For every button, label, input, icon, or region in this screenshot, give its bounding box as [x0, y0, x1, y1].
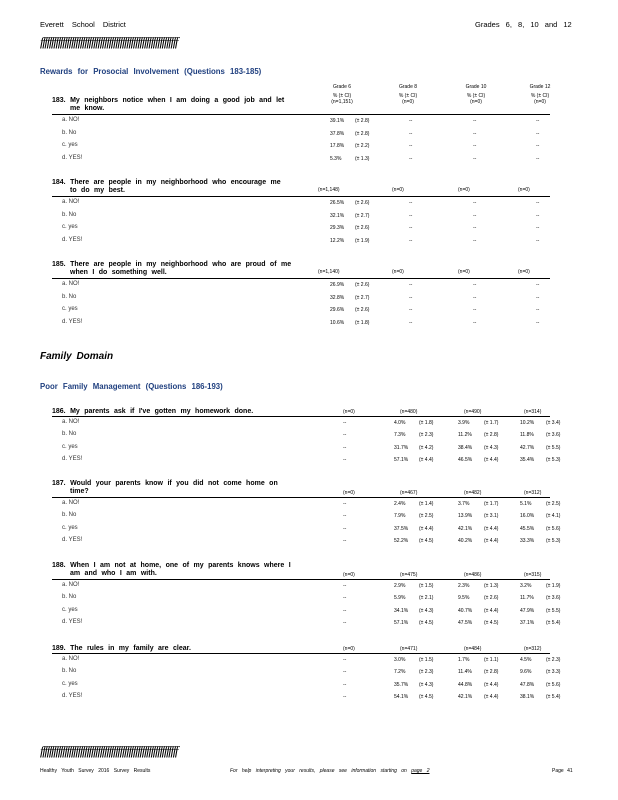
grade-pct: 2.4%: [394, 501, 406, 507]
option-label: b. No: [62, 594, 77, 601]
section-title-rewards: Rewards for Prosocial Involvement (Questions 183-185): [40, 67, 262, 76]
no-data-dash: --: [343, 432, 347, 439]
no-data-dash: --: [536, 118, 540, 124]
column-header-n: (n=0): [470, 99, 482, 105]
grade-pct: 16.0%: [520, 513, 535, 520]
grade-ci: (± 4.4): [419, 456, 434, 463]
column-header-n: (n=1,151): [331, 99, 353, 105]
grade-pct: 7.3%: [394, 432, 406, 439]
grade-pct: 3.2%: [520, 583, 532, 589]
grade-ci: (± 4.4): [484, 537, 499, 544]
no-data-dash: --: [409, 212, 413, 219]
n-count: (n=1,148): [318, 187, 340, 193]
no-data-dash: --: [409, 200, 413, 206]
grade-pct: 33.3%: [520, 537, 535, 544]
grade-pct: 52.2%: [394, 537, 409, 544]
no-data-dash: --: [536, 307, 540, 313]
grade-ci: (± 5.6): [546, 681, 561, 688]
n-count: (n=484): [464, 646, 482, 652]
question-label-cont: me know.: [70, 105, 105, 112]
grade-pct: 35.4%: [520, 456, 535, 463]
question-label: 189. The rules in my family are clear.: [52, 645, 191, 652]
option-label: d. YES!: [62, 618, 83, 625]
grade-pct: 38.1%: [520, 693, 535, 700]
grade6-ci: (± 2.2): [355, 143, 370, 149]
grade-pct: 3.0%: [394, 657, 406, 663]
grade-pct: 9.6%: [520, 669, 532, 676]
no-data-dash: --: [409, 282, 413, 288]
n-count: (n=312): [524, 490, 542, 496]
grade-ci: (± 2.5): [419, 513, 434, 520]
n-count: (n=0): [343, 490, 355, 496]
grade-ci: (± 1.7): [484, 501, 499, 507]
grade6-pct: 26.5%: [330, 200, 345, 206]
n-count: (n=0): [343, 572, 355, 578]
no-data-dash: --: [536, 225, 540, 231]
question-divider: [52, 497, 550, 498]
section-title-family-management: Poor Family Management (Questions 186-193): [40, 382, 223, 391]
grade-ci: (± 4.4): [484, 607, 499, 614]
grade-pct: 35.7%: [394, 681, 409, 688]
n-count: (n=486): [464, 572, 482, 578]
grade-pct: 2.3%: [458, 583, 470, 589]
grade6-pct: 29.6%: [330, 307, 345, 313]
n-count: (n=471): [400, 646, 418, 652]
grade-pct: 10.2%: [520, 420, 535, 426]
grade-ci: (± 4.4): [484, 693, 499, 700]
grade-ci: (± 5.3): [546, 456, 561, 463]
n-count: (n=0): [518, 269, 530, 275]
no-data-dash: --: [473, 155, 477, 162]
footer-left: Healthy Youth Survey 2016 Survey Results: [40, 768, 151, 774]
option-label: b. No: [62, 668, 77, 675]
grade6-pct: 10.6%: [330, 319, 345, 326]
no-data-dash: --: [343, 681, 347, 688]
grade-ci: (± 1.9): [546, 583, 561, 589]
grade-pct: 2.9%: [394, 583, 406, 589]
column-header-grade: Grade 6: [332, 84, 352, 90]
grade-pct: 11.7%: [520, 595, 534, 602]
no-data-dash: --: [409, 307, 413, 313]
column-header-stat: % (± CI): [530, 93, 550, 99]
n-count: (n=0): [458, 269, 470, 275]
grade-pct: 42.1%: [458, 525, 473, 532]
column-header-grade: Grade 10: [465, 84, 487, 90]
option-label: a. NO!: [62, 117, 80, 123]
question-label: 185. There are people in my neighborhood who are proud of me: [52, 261, 292, 268]
no-data-dash: --: [409, 118, 413, 124]
grade-pct: 7.2%: [394, 669, 406, 676]
n-count: (n=314): [524, 409, 542, 415]
page-number: Page 41: [552, 768, 573, 774]
no-data-dash: --: [409, 225, 413, 231]
no-data-dash: --: [409, 130, 413, 137]
no-data-dash: --: [536, 200, 540, 206]
grade-pct: 11.8%: [520, 432, 534, 439]
column-header-n: (n=0): [402, 99, 414, 105]
grade-ci: (± 3.1): [484, 513, 499, 520]
grade-pct: 4.5%: [520, 657, 532, 663]
grade-ci: (± 4.3): [419, 681, 434, 688]
n-count: (n=482): [464, 490, 482, 496]
option-label: a. NO!: [62, 199, 80, 205]
question-label: 186. My parents ask if I've gotten my homework done.: [52, 408, 254, 415]
option-label: b. No: [62, 129, 77, 136]
n-count: (n=0): [392, 269, 404, 275]
grade-pct: 5.1%: [520, 501, 532, 507]
grade6-pct: 39.1%: [330, 118, 345, 124]
no-data-dash: --: [343, 657, 347, 663]
no-data-dash: --: [343, 607, 347, 614]
no-data-dash: --: [409, 155, 413, 162]
no-data-dash: --: [409, 294, 413, 301]
grade-pct: 40.7%: [458, 607, 473, 614]
no-data-dash: --: [473, 282, 477, 288]
grade-ci: (± 1.4): [419, 501, 434, 507]
no-data-dash: --: [473, 307, 477, 313]
n-count: (n=0): [343, 646, 355, 652]
grade6-ci: (± 2.6): [355, 225, 370, 231]
option-label: d. YES!: [62, 154, 83, 161]
grade-ci: (± 4.4): [484, 456, 499, 463]
n-count: (n=315): [524, 572, 542, 578]
grade-ci: (± 2.8): [484, 669, 499, 676]
option-label: d. YES!: [62, 455, 83, 462]
no-data-dash: --: [536, 130, 540, 137]
grade6-pct: 12.2%: [330, 237, 345, 244]
grade-ci: (± 3.6): [546, 432, 561, 439]
grade6-pct: 29.3%: [330, 225, 345, 231]
grade-pct: 4.0%: [394, 420, 406, 426]
n-count: (n=1,140): [318, 269, 340, 275]
grade-pct: 37.5%: [394, 525, 409, 532]
question-label-cont: am and who I am with.: [70, 570, 157, 577]
column-header-stat: % (± CI): [398, 93, 418, 99]
footer-help-link[interactable]: page 2: [411, 768, 430, 774]
no-data-dash: --: [536, 319, 540, 326]
no-data-dash: --: [343, 669, 347, 676]
grade-pct: 11.4%: [458, 669, 472, 676]
grade6-pct: 5.3%: [330, 155, 342, 162]
option-label: c. yes: [62, 443, 78, 450]
grade-ci: (± 5.5): [546, 444, 561, 451]
no-data-dash: --: [343, 420, 347, 426]
no-data-dash: --: [409, 143, 413, 149]
grade-ci: (± 2.3): [419, 432, 434, 439]
grade-ci: (± 1.7): [484, 420, 499, 426]
grade-pct: 57.1%: [394, 456, 409, 463]
no-data-dash: --: [536, 212, 540, 219]
column-header: [378, 84, 438, 105]
option-label: d. YES!: [62, 536, 83, 543]
grade-pct: 31.7%: [394, 444, 409, 451]
option-label: a. NO!: [62, 500, 80, 506]
grade6-ci: (± 1.9): [355, 237, 370, 244]
no-data-dash: --: [343, 456, 347, 463]
question-label: 184. There are people in my neighborhood who encourage me: [52, 179, 281, 186]
question-label: 187. Would your parents know if you did not come home on: [52, 480, 278, 487]
grade-ci: (± 1.5): [419, 657, 434, 663]
no-data-dash: --: [343, 444, 347, 451]
footer-help: [230, 768, 430, 774]
grade6-ci: (± 2.8): [355, 118, 370, 124]
grade-ci: (± 3.4): [546, 420, 561, 426]
grade-ci: (± 2.5): [546, 501, 561, 507]
no-data-dash: --: [473, 212, 477, 219]
question-divider: [52, 278, 550, 279]
option-label: d. YES!: [62, 692, 83, 699]
bottom-rule: ffffffffffffffffffffffffffffffffffffffffffffffffffffffffffffff: [40, 743, 178, 758]
grade-ci: (± 4.5): [484, 619, 499, 626]
n-count: (n=490): [464, 409, 482, 415]
option-label: b. No: [62, 512, 77, 519]
option-label: a. NO!: [62, 281, 80, 287]
grade6-ci: (± 2.6): [355, 200, 370, 206]
grade6-pct: 32.8%: [330, 294, 345, 301]
option-label: b. No: [62, 211, 77, 218]
grades-label: Grades 6, 8, 10 and 12: [475, 20, 572, 29]
question-divider: [52, 653, 550, 654]
no-data-dash: --: [473, 319, 477, 326]
option-label: c. yes: [62, 680, 78, 687]
grade-ci: (± 2.6): [484, 595, 499, 602]
grade-pct: 38.4%: [458, 444, 473, 451]
no-data-dash: --: [473, 225, 477, 231]
grade-ci: (± 2.3): [419, 669, 434, 676]
no-data-dash: --: [343, 595, 347, 602]
option-label: b. No: [62, 431, 77, 438]
n-count: (n=0): [392, 187, 404, 193]
footer-help-text: For help interpreting your results, please see information starting on: [230, 768, 407, 774]
column-header: [510, 84, 570, 105]
no-data-dash: --: [536, 237, 540, 244]
grade-pct: 7.9%: [394, 513, 406, 520]
no-data-dash: --: [536, 282, 540, 288]
grade-ci: (± 1.5): [419, 583, 434, 589]
option-label: c. yes: [62, 524, 78, 531]
grade-ci: (± 3.3): [546, 669, 561, 676]
no-data-dash: --: [343, 513, 347, 520]
option-label: c. yes: [62, 606, 78, 613]
column-header-grade: Grade 12: [529, 84, 551, 90]
grade6-ci: (± 2.7): [355, 212, 370, 219]
no-data-dash: --: [343, 619, 347, 626]
grade6-ci: (± 1.8): [355, 319, 370, 326]
domain-title: Family Domain: [40, 351, 114, 362]
no-data-dash: --: [343, 693, 347, 700]
grade-ci: (± 4.1): [546, 513, 561, 520]
grade6-pct: 26.9%: [330, 282, 345, 288]
question-divider: [52, 579, 550, 580]
grade-pct: 5.9%: [394, 595, 406, 602]
question-label-cont: to do my best.: [70, 187, 125, 194]
grade-pct: 42.1%: [458, 693, 473, 700]
question-divider: [52, 114, 550, 115]
grade-ci: (± 4.4): [484, 681, 499, 688]
grade-pct: 3.7%: [458, 501, 470, 507]
grade-pct: 34.1%: [394, 607, 409, 614]
grade-ci: (± 1.3): [484, 583, 499, 589]
no-data-dash: --: [409, 237, 413, 244]
no-data-dash: --: [536, 294, 540, 301]
question-divider: [52, 416, 550, 417]
no-data-dash: --: [536, 143, 540, 149]
no-data-dash: --: [536, 155, 540, 162]
grade-ci: (± 4.4): [484, 525, 499, 532]
grade-ci: (± 2.1): [419, 595, 434, 602]
column-header-grade: Grade 8: [398, 84, 418, 90]
column-header-stat: % (± CI): [466, 93, 486, 99]
column-header: [446, 84, 506, 105]
grade-pct: 9.5%: [458, 595, 470, 602]
no-data-dash: --: [473, 294, 477, 301]
grade-ci: (± 5.3): [546, 537, 561, 544]
question-label: 188. When I am not at home, one of my parents knows where I: [52, 562, 291, 569]
grade-ci: (± 4.3): [419, 607, 434, 614]
option-label: b. No: [62, 293, 77, 300]
option-label: c. yes: [62, 224, 78, 230]
grade-ci: (± 4.4): [419, 525, 434, 532]
grade-pct: 40.2%: [458, 537, 473, 544]
n-count: (n=475): [400, 572, 418, 578]
grade-ci: (± 2.3): [546, 657, 561, 663]
option-label: a. NO!: [62, 419, 80, 425]
grade-pct: 13.9%: [458, 513, 473, 520]
grade6-ci: (± 1.3): [355, 155, 370, 162]
option-label: c. yes: [62, 306, 78, 312]
grade6-ci: (± 2.6): [355, 307, 370, 313]
no-data-dash: --: [343, 525, 347, 532]
column-header-stat: % (± CI): [332, 93, 352, 99]
no-data-dash: --: [473, 143, 477, 149]
option-label: c. yes: [62, 142, 78, 148]
grade-ci: (± 1.8): [419, 420, 434, 426]
question-label: 183. My neighbors notice when I am doing a good job and let: [52, 97, 285, 104]
grade-ci: (± 4.2): [419, 444, 434, 451]
no-data-dash: --: [473, 130, 477, 137]
grade-pct: 47.9%: [520, 607, 535, 614]
no-data-dash: --: [473, 237, 477, 244]
no-data-dash: --: [473, 118, 477, 124]
n-count: (n=0): [343, 409, 355, 415]
n-count: (n=0): [518, 187, 530, 193]
grade-pct: 37.1%: [520, 619, 535, 626]
grade-ci: (± 4.5): [419, 693, 434, 700]
grade6-pct: 37.8%: [330, 130, 345, 137]
grade-pct: 3.9%: [458, 420, 470, 426]
grade6-pct: 17.8%: [330, 143, 345, 149]
grade-pct: 54.1%: [394, 693, 409, 700]
grade-ci: (± 5.6): [546, 525, 561, 532]
grade-pct: 47.8%: [520, 681, 535, 688]
grade-pct: 46.5%: [458, 456, 473, 463]
top-rule: ffffffffffffffffffffffffffffffffffffffffffffffffffffffffffffff: [40, 34, 178, 49]
district-name: Everett School District: [40, 20, 126, 29]
grade-ci: (± 1.1): [484, 657, 499, 663]
no-data-dash: --: [343, 537, 347, 544]
n-count: (n=467): [400, 490, 418, 496]
grade-pct: 47.5%: [458, 619, 473, 626]
grade-ci: (± 5.5): [546, 607, 561, 614]
column-header-n: (n=0): [534, 99, 546, 105]
question-label-cont: when I do something well.: [70, 269, 167, 276]
grade6-ci: (± 2.7): [355, 294, 370, 301]
question-divider: [52, 196, 550, 197]
grade-ci: (± 4.3): [484, 444, 499, 451]
option-label: d. YES!: [62, 318, 83, 325]
grade6-ci: (± 2.8): [355, 130, 370, 137]
column-header: [312, 84, 372, 105]
grade-ci: (± 5.4): [546, 693, 561, 700]
option-label: a. NO!: [62, 656, 80, 662]
grade-ci: (± 2.8): [484, 432, 499, 439]
no-data-dash: --: [473, 200, 477, 206]
no-data-dash: --: [343, 583, 347, 589]
grade-pct: 42.7%: [520, 444, 535, 451]
n-count: (n=0): [458, 187, 470, 193]
grade-ci: (± 4.5): [419, 619, 434, 626]
n-count: (n=312): [524, 646, 542, 652]
grade-pct: 11.2%: [458, 432, 472, 439]
grade-ci: (± 5.4): [546, 619, 561, 626]
grade6-pct: 32.1%: [330, 212, 345, 219]
grade-pct: 45.5%: [520, 525, 535, 532]
no-data-dash: --: [343, 501, 347, 507]
grade-pct: 1.7%: [458, 657, 470, 663]
question-label-cont: time?: [70, 488, 89, 495]
grade-pct: 44.8%: [458, 681, 473, 688]
grade-pct: 57.1%: [394, 619, 409, 626]
n-count: (n=480): [400, 409, 418, 415]
grade6-ci: (± 2.6): [355, 282, 370, 288]
grade-ci: (± 4.5): [419, 537, 434, 544]
option-label: d. YES!: [62, 236, 83, 243]
no-data-dash: --: [409, 319, 413, 326]
option-label: a. NO!: [62, 582, 80, 588]
grade-ci: (± 3.6): [546, 595, 561, 602]
